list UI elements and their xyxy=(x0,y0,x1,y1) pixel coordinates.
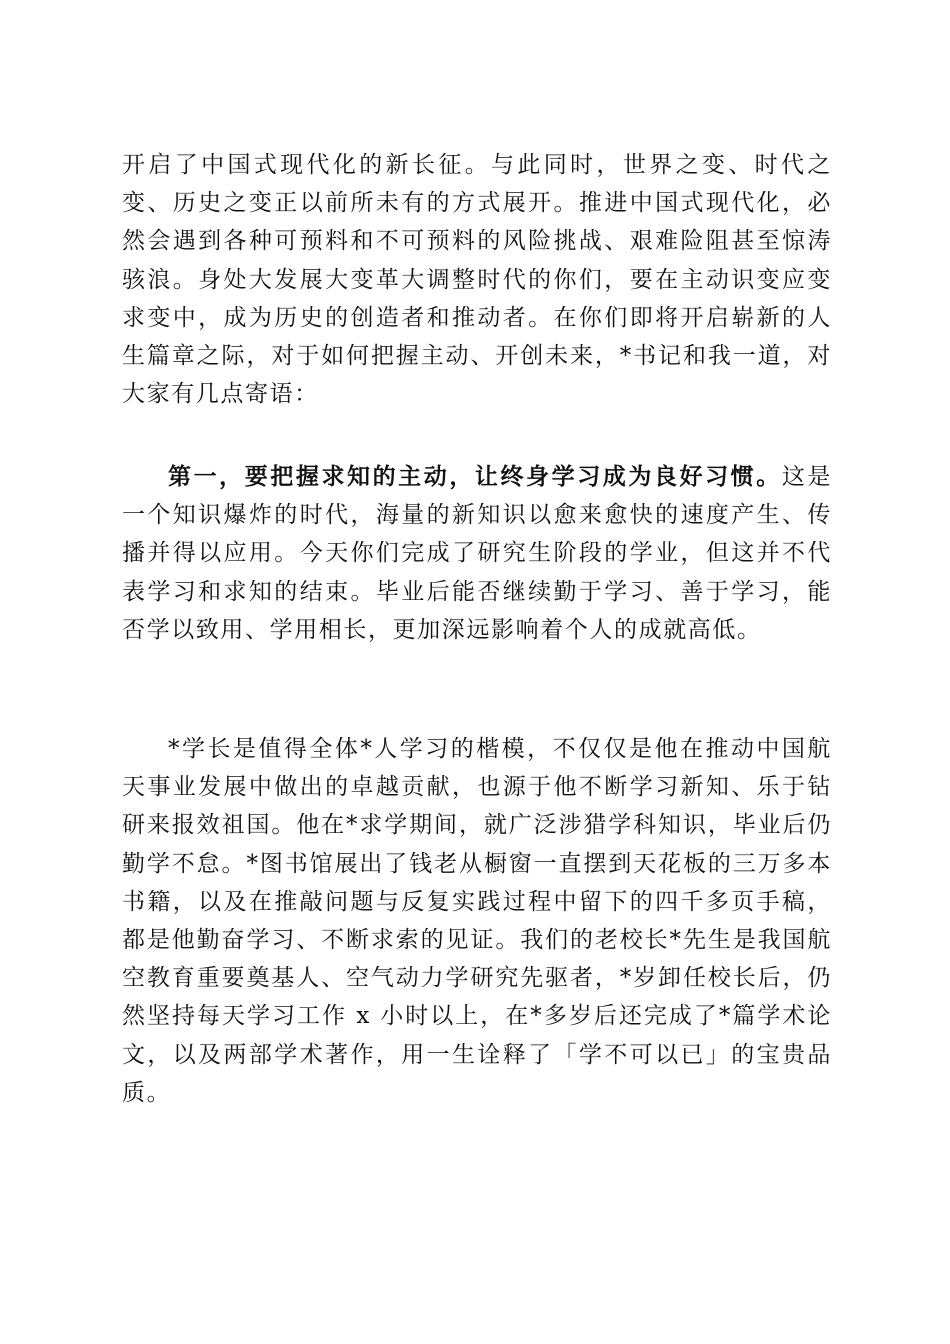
paragraph-3: *学长是值得全体*人学习的楷模，不仅仅是他在推动中国航天事业发展中做出的卓越贡献，也源于他不断学习新知、乐于钻研来报效祖国。他在*求学期间，就广泛涉猎学科知识，毕业后仍勤学不怠。*图书馆展出了钱老从橱窗一直摆到天花板的三万多本书籍，以及在推敲问题与反复实践过程中留下的四千多页手稿，都是他勤奋学习、不断求索的见证。我们的老校长*先生是我国航空教育重要奠基人、空气动力学研究先驱者，*岁卸任校长后，仍然坚持每天学习工作 x 小时以上，在*多岁后还完成了*篇学术论文，以及两部学术著作，用一生诠释了「学不可以已」的宝贵品质。 xyxy=(122,736,832,1106)
point-heading: 第一，要把握求知的主动，让终身学习成为良好习惯。 xyxy=(168,463,782,490)
paragraph-first-point xyxy=(122,458,832,649)
paragraph-example xyxy=(122,730,832,1112)
point-body: 这是一个知识爆炸的时代，海量的新知识以愈来愈快的速度产生、传播并得以应用。今天你们完成了研究生阶段的学业，但这并不代表学习和求知的结束。毕业后能否继续勤于学习、善于学习，能否学以致用、学用相长，更加深远影响着个人的成就高低。 xyxy=(122,464,833,643)
paragraph-2 xyxy=(122,458,832,649)
paragraph-1: 开启了中国式现代化的新长征。与此同时，世界之变、时代之变、历史之变正以前所未有的方式展开。推进中国式现代化，必然会遇到各种可预料和不可预料的风险挑战、艰难险阻甚至惊涛骇浪。身处大发展大变革大调整时代的你们，要在主动识变应变求变中，成为历史的创造者和推动者。在你们即将开启崭新的人生篇章之际，对于如何把握主动、开创未来，*书记和我一道，对大家有几点寄语： xyxy=(122,152,832,408)
paragraph-continuation xyxy=(122,146,832,413)
